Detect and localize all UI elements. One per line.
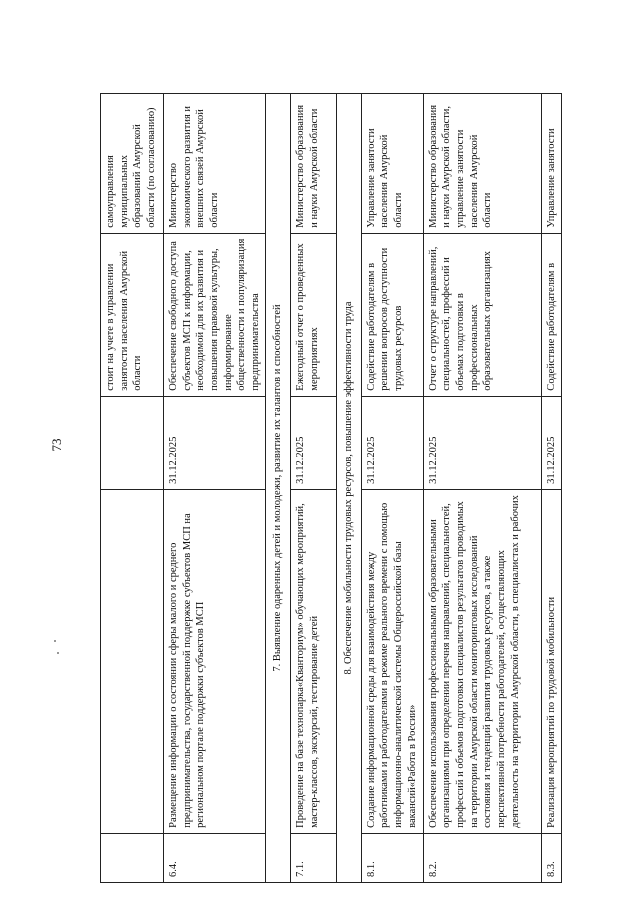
table-row xyxy=(291,94,337,883)
table-row xyxy=(541,94,562,883)
row-deadline: 31.12.2025 xyxy=(423,396,541,489)
section-header-row xyxy=(266,94,291,883)
table-row xyxy=(423,94,541,883)
row-number: 8.2. xyxy=(423,833,541,882)
row-activity: Реализация мероприятий по трудовой мобильности xyxy=(541,489,562,833)
row-result: Содействие работодателям в решении вопросов доступности трудовых ресурсов xyxy=(361,233,423,396)
section-title: 7. Выявление одаренных детей и молодежи, развитие их талантов и способностей xyxy=(266,94,291,883)
row-number: 8.3. xyxy=(541,833,562,882)
row-result: Ежегодный отчет о проведенных мероприятиях xyxy=(291,233,337,396)
section-title: 8. Обеспечение мобильности трудовых ресурсов, повышение эффективности труда xyxy=(337,94,362,883)
table-row xyxy=(361,94,423,883)
rotated-table-container xyxy=(100,93,560,883)
row-executor: Управление занятости населения Амурской области xyxy=(361,94,423,234)
row-number: 6.4. xyxy=(164,833,266,882)
row-executor: Министерство образования и науки Амурской области xyxy=(291,94,337,234)
scan-speck xyxy=(57,652,59,654)
row-result: Содействие работодателям в xyxy=(541,233,562,396)
row-activity: Проведение на базе технопарка«Кванториум» обучающих мероприятий, мастер-классов, экскурсий, тестирование детей xyxy=(291,489,337,833)
row-result: стоит на учете в управлении занятости населения Амурской области xyxy=(101,233,164,396)
row-deadline xyxy=(101,396,164,489)
row-deadline: 31.12.2025 xyxy=(164,396,266,489)
row-number: 7.1. xyxy=(291,833,337,882)
scan-speck xyxy=(54,640,56,642)
row-deadline: 31.12.2025 xyxy=(291,396,337,489)
page-number: 73 xyxy=(49,438,64,452)
row-executor: самоуправления муниципальных образований Амурской области (по согласованию) xyxy=(101,94,164,234)
row-deadline: 31.12.2025 xyxy=(541,396,562,489)
table-row xyxy=(164,94,266,883)
row-result: Отчет о структуре направлений, специальностей, профессий и объемах подготовки в профессиональных образовательных организациях xyxy=(423,233,541,396)
table-row xyxy=(101,94,164,883)
row-activity xyxy=(101,489,164,833)
row-number: 8.1. xyxy=(361,833,423,882)
row-activity: Создание информационной среды для взаимодействия между работниками и работодателями в режиме реального времени с помощью информационно-аналитической системы Общероссийской базы вакансий«Работа в России» xyxy=(361,489,423,833)
row-number xyxy=(101,833,164,882)
row-activity: Обеспечение использования профессиональными образовательными организациями при определении перечня направлений, специальностей, профессий и объемов подготовки специалистов результатов проводимых на территории Амурской области мониторинговых исследований состояния и тенденций развития трудовых ресурсов, а также перспективной потребности работодателей, осуществляющих деятельность на территории Амурской области, в специалистах и рабочих xyxy=(423,489,541,833)
row-result: Обеспечение свободного доступа субъектов МСП к информации, необходимой для их развития и повышения правовой культуры, информирование общественности и популяризация предпринимательства xyxy=(164,233,266,396)
row-executor: Министерство экономического развития и внешних связей Амурской области xyxy=(164,94,266,234)
section-header-row xyxy=(337,94,362,883)
row-deadline: 31.12.2025 xyxy=(361,396,423,489)
row-executor: Управление занятости xyxy=(541,94,562,234)
row-executor: Министерство образования и науки Амурской области, управление занятости населения Амурской области xyxy=(423,94,541,234)
row-activity: Размещение информации о состоянии сферы малого и среднего предпринимательства, государственной поддержке субъектов МСП на региональном портале поддержки субъектов МСП xyxy=(164,489,266,833)
action-plan-table xyxy=(100,93,562,883)
